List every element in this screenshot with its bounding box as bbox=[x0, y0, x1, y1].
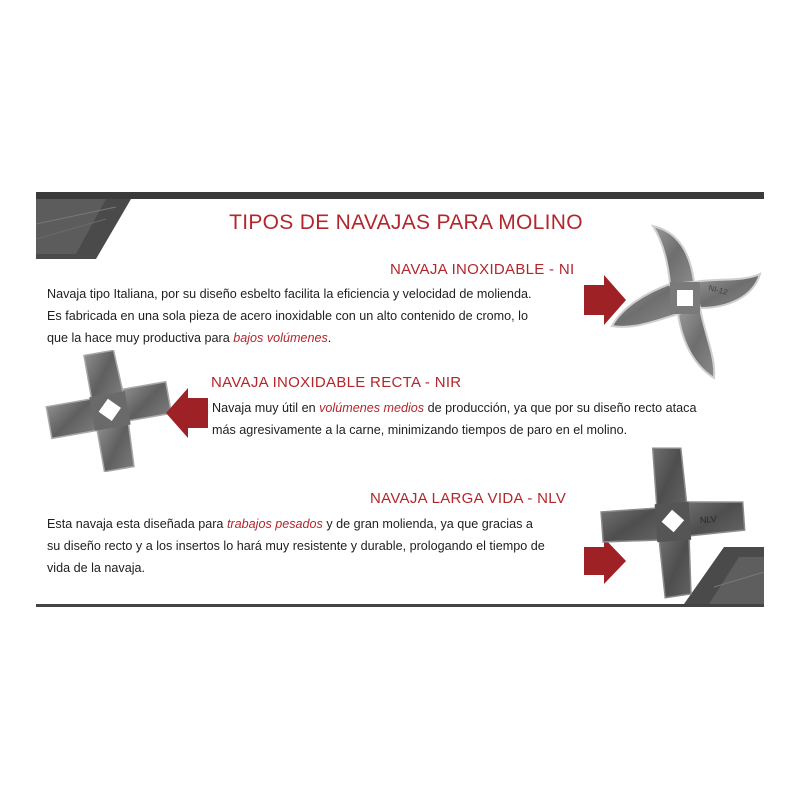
product-banner bbox=[36, 192, 764, 607]
description-line bbox=[212, 397, 750, 419]
banner-top-border bbox=[36, 192, 764, 199]
description-line: Es fabricada en una sola pieza de acero inoxidable con un alto contenido de cromo, lo bbox=[47, 309, 528, 323]
description-text: Navaja muy útil en bbox=[212, 401, 320, 415]
blade-engraving: NLV bbox=[699, 513, 718, 526]
svg-text:NI-12: NI-12 bbox=[707, 283, 729, 297]
section-title-nlv: NAVAJA LARGA VIDA - NLV bbox=[370, 490, 567, 507]
decorative-corner-top-left bbox=[36, 199, 136, 259]
section-description-nlv bbox=[47, 513, 574, 579]
description-line bbox=[47, 327, 574, 349]
blade-ni-image bbox=[608, 222, 764, 382]
description-text: Esta navaja esta diseñada para bbox=[47, 517, 227, 531]
section-description-ni bbox=[47, 283, 574, 349]
description-line bbox=[47, 513, 574, 535]
highlight-bajos-volumenes: bajos volúmenes bbox=[233, 331, 328, 345]
blade-nlv-image bbox=[588, 445, 748, 600]
description-text: que la hace muy productiva para bbox=[47, 331, 234, 345]
highlight-volumenes-medios: volúmenes medios bbox=[319, 401, 425, 415]
section-title-ni: NAVAJA INOXIDABLE - NI bbox=[390, 261, 575, 278]
highlight-trabajos-pesados: trabajos pesados bbox=[226, 517, 323, 531]
banner-bottom-border bbox=[36, 604, 764, 607]
description-text: y de gran molienda, ya que gracias a bbox=[322, 517, 533, 531]
section-title-nir: NAVAJA INOXIDABLE RECTA - NIR bbox=[211, 374, 462, 391]
page-title: TIPOS DE NAVAJAS PARA MOLINO bbox=[229, 211, 583, 234]
description-line: Navaja tipo Italiana, por su diseño esbelto facilita la eficiencia y velocidad de molienda. bbox=[47, 287, 532, 301]
section-description-nir bbox=[212, 397, 750, 441]
description-line: su diseño recto y a los insertos lo hará muy resistente y durable, prologando el tiempo de bbox=[47, 539, 545, 553]
description-text: de producción, ya que por su diseño recto ataca bbox=[424, 401, 697, 415]
arrow-left-icon bbox=[166, 388, 208, 438]
description-line: vida de la navaja. bbox=[47, 561, 146, 575]
description-line: más agresivamente a la carne, minimizando tiempos de paro en el molino. bbox=[212, 423, 628, 437]
blade-nir-image bbox=[44, 350, 174, 472]
description-text: . bbox=[327, 331, 332, 345]
